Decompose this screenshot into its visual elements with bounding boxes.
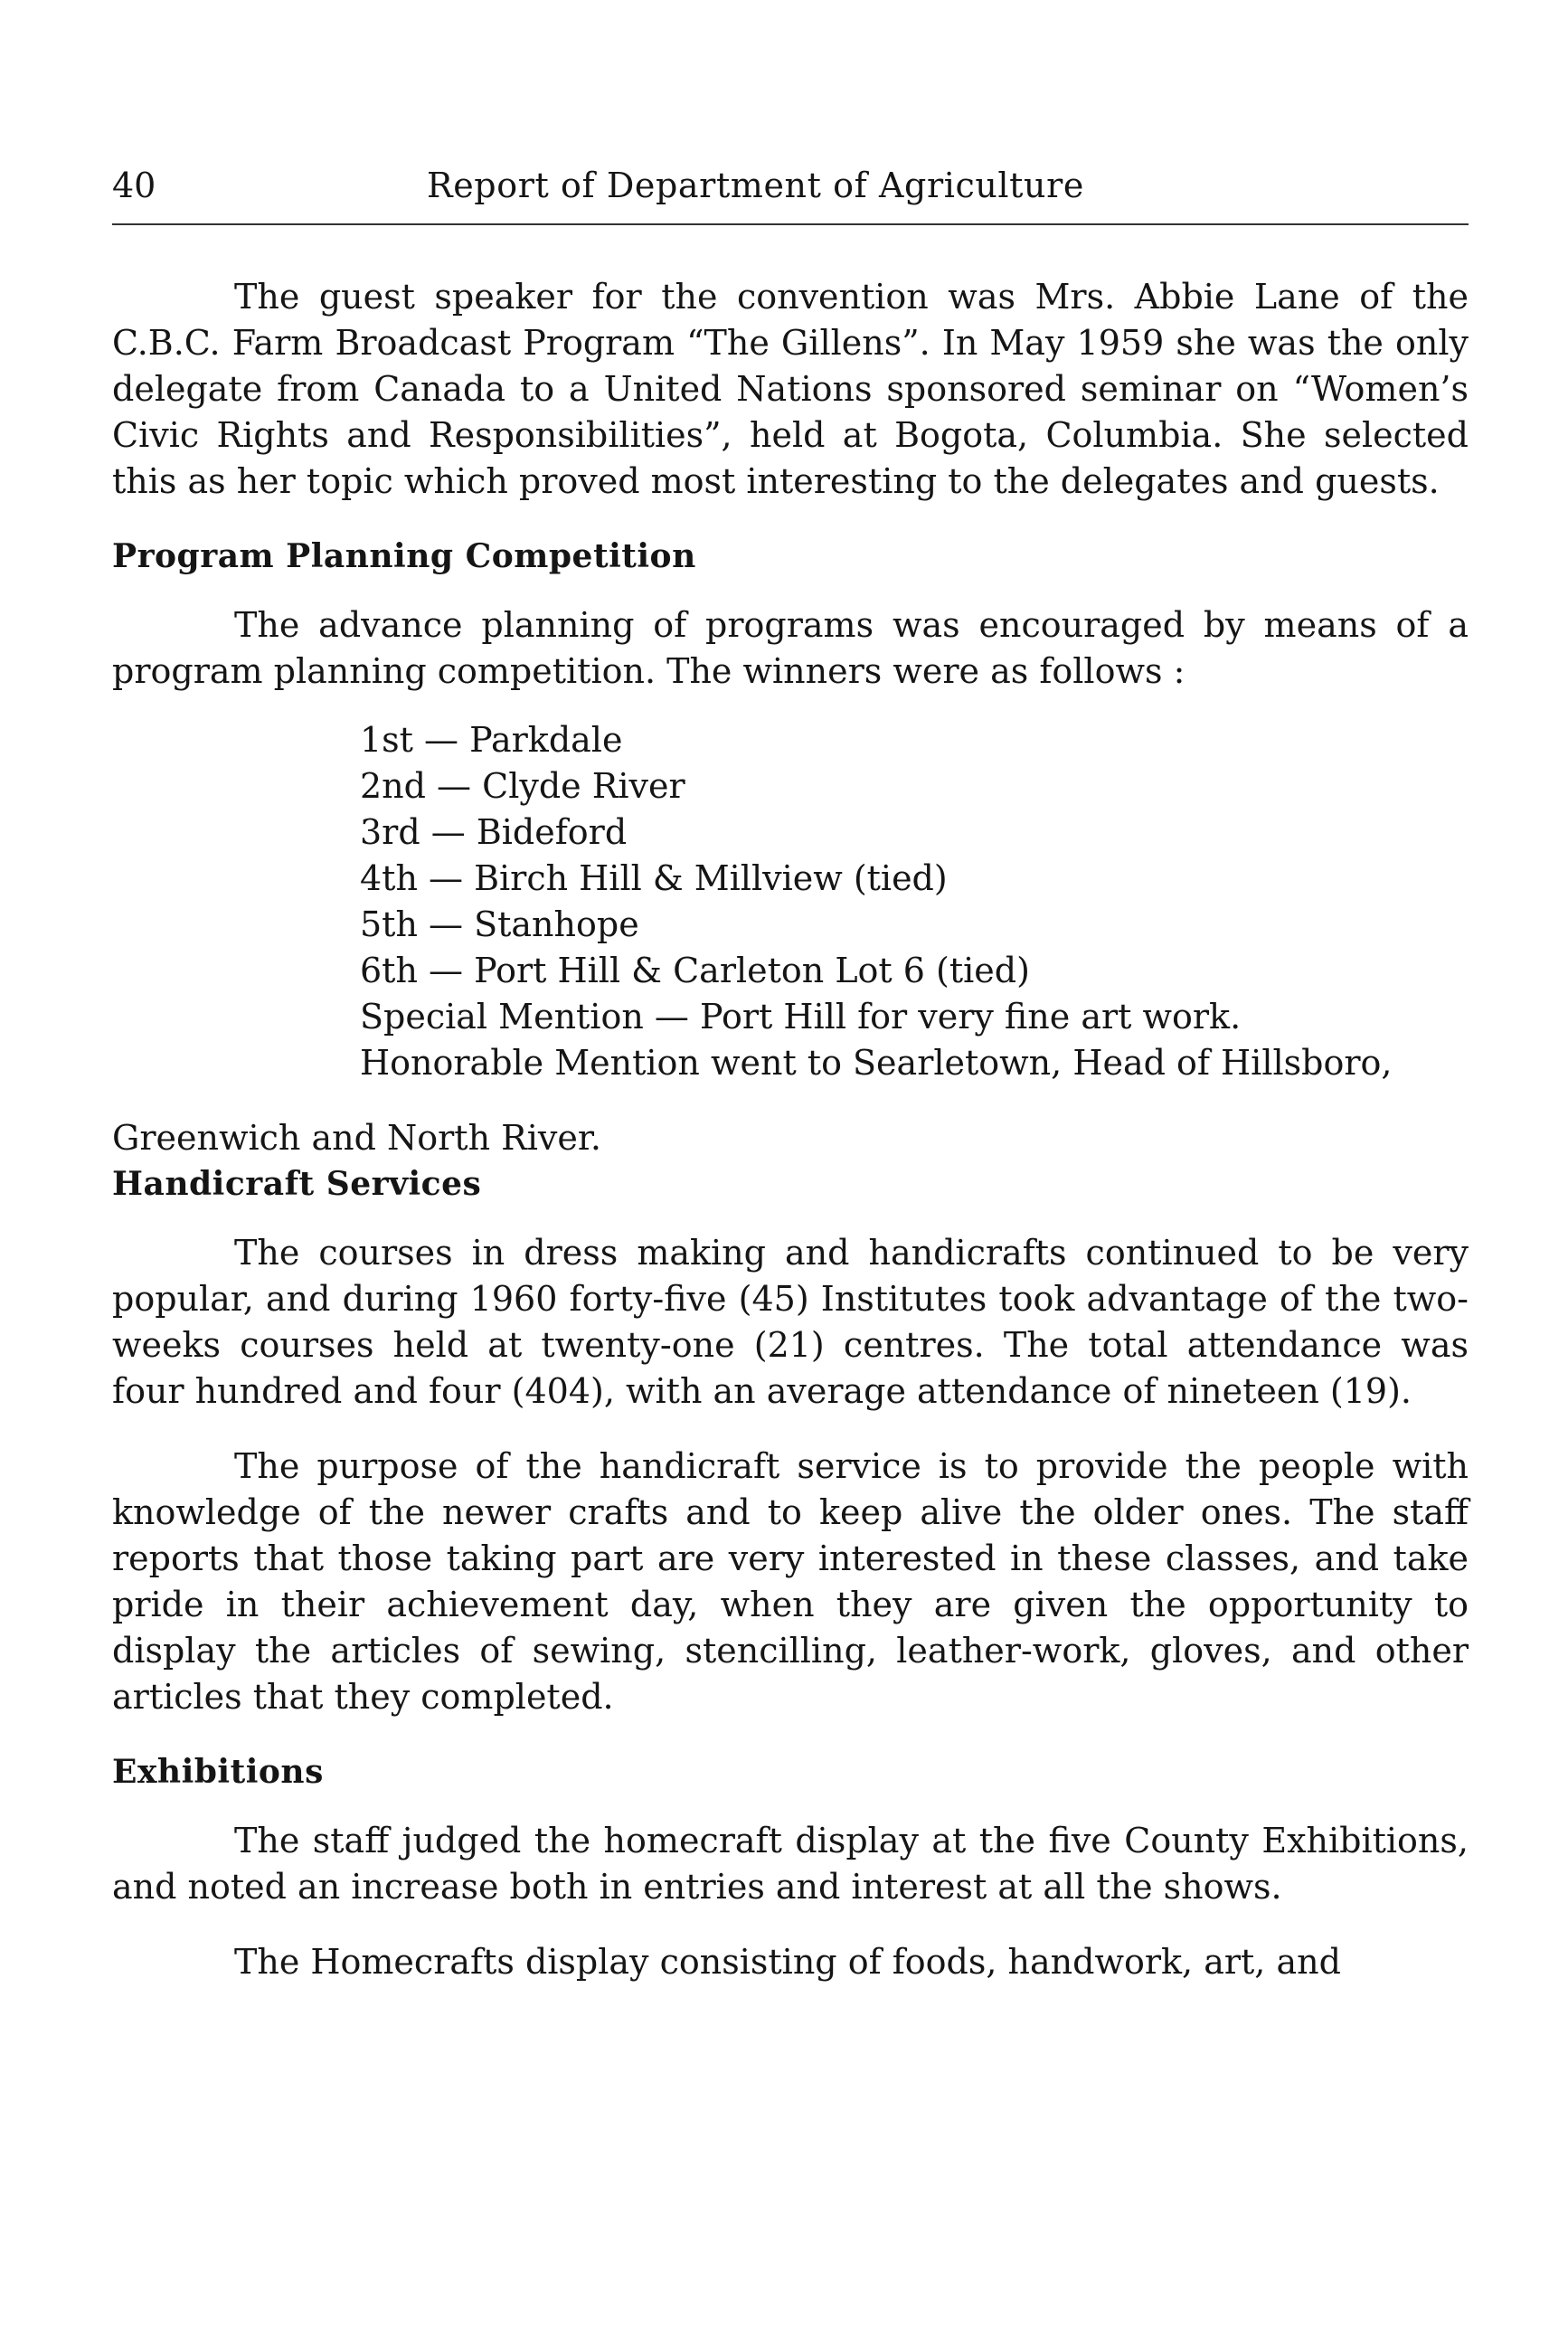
- body-text: [112, 274, 1469, 1985]
- winner-item: 2nd — Clyde River: [360, 766, 685, 806]
- running-title: Report of Department of Agriculture: [427, 166, 1084, 205]
- winner-item: 5th — Stanhope: [360, 904, 639, 944]
- document-page: [112, 158, 1469, 1982]
- exhibitions-paragraph-1: The staff judged the homecraft display at the five County Exhibitions, and noted an increase both in entries and interest at all the shows.: [112, 1821, 1469, 1907]
- program-planning-paragraph: The advance planning of programs was encouraged by means of a program planning competition. The winners were as follows :: [112, 605, 1469, 691]
- page-number: 40: [112, 166, 156, 205]
- winner-item: 6th — Port Hill & Carleton Lot 6 (tied): [360, 951, 1030, 990]
- honorable-mention-continued: Greenwich and North River.: [112, 1118, 601, 1158]
- exhibitions-heading: Exhibitions: [112, 1753, 324, 1791]
- winners-list: [112, 717, 1469, 1040]
- handicraft-heading: Handicraft Services: [112, 1165, 482, 1203]
- running-header: [112, 158, 1469, 213]
- header-rule: [112, 223, 1469, 225]
- intro-paragraph: The guest speaker for the convention was Mrs. Abbie Lane of the C.B.C. Farm Broadcast Program “The Gillens”. In May 1959 she was the only delegate from Canada to a United Nations sponsored seminar on “Women’s Civic Rights and Responsibilities”, held at Bogota, Columbia. She selected this as her topic which proved most interesting to the delegates and guests.: [112, 277, 1469, 501]
- honorable-mention: Honorable Mention went to Searletown, Head of Hillsboro,: [360, 1043, 1393, 1083]
- winner-item: 4th — Birch Hill & Millview (tied): [360, 858, 948, 898]
- winner-item: 3rd — Bideford: [360, 812, 628, 852]
- handicraft-paragraph-1: The courses in dress making and handicrafts continued to be very popular, and during 1960 forty-five (45) Institutes took advantage of the two-weeks courses held at twenty-one (21) centres. The total attendance was four hundred and four (404), with an average attendance of nineteen (19).: [112, 1233, 1469, 1411]
- exhibitions-paragraph-2: The Homecrafts display consisting of foods, handwork, art, and: [234, 1942, 1341, 1982]
- special-mention: Special Mention — Port Hill for very fine art work.: [360, 997, 1242, 1037]
- program-planning-heading: Program Planning Competition: [112, 537, 696, 575]
- winner-item: 1st — Parkdale: [360, 720, 623, 760]
- handicraft-paragraph-2: The purpose of the handicraft service is to provide the people with knowledge of the newer crafts and to keep alive the older ones. The staff reports that those taking part are very interested in these classes, and take pride in their achievement day, when they are given the opportunity to display the articles of sewing, stencilling, leather-work, gloves, and other articles that they completed.: [112, 1446, 1469, 1717]
